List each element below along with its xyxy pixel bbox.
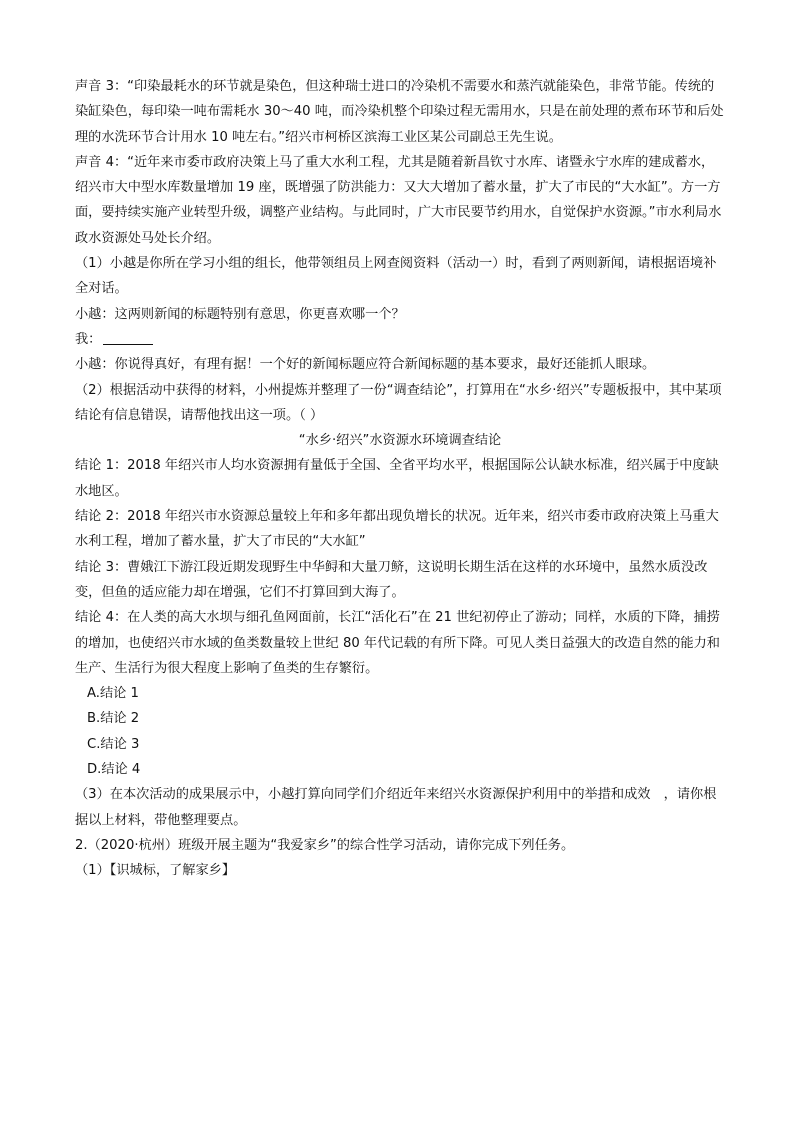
conclusion-4: 结论 4：在人类的高大水坝与细孔鱼网面前，长江“活化石”在 21 世纪初停止了游动；同样，水质的下降，捕捞的增加，也使绍兴市水域的鱼类数量较上世纪 80 年代记载的有所下降。可见人类日益强大的改造自然的能力和生产、生活行为很大程度上影响了鱼类的生存繁衍。 [75,610,720,676]
document-content [75,74,725,884]
option-c: C.结论 3 [87,736,140,752]
dialogue-me-label: 我： [75,331,102,347]
dialogue-me [75,327,725,352]
option-b: B.结论 2 [87,711,140,727]
conclusion-1: 结论 1：2018 年绍兴市人均水资源拥有量低于全国、全省平均水平，根据国际公认缺水标准，绍兴属于中度缺水地区。 [75,458,719,499]
question-1: （1）小越是你所在学习小组的组长，他带领组员上网查阅资料（活动一）时，看到了两则新闻，请根据语境补全对话。 [75,256,717,297]
item-2-heading: 2.（2020·杭州）班级开展主题为“我爱家乡”的综合性学习活动，请你完成下列任务。 [75,837,575,853]
option-a: A.结论 1 [87,686,139,702]
question-3: （3）在本次活动的成果展示中，小越打算向同学们介绍近年来绍兴水资源保护利用中的举措和成效 ，请你根据以上材料，带他整理要点。 [75,787,717,828]
question-2: （2）根据活动中获得的材料，小州提炼并整理了一份“调查结论”，打算用在“水乡·绍兴”专题板报中，其中某项结论有信息错误，请帮他找出这一项。（ ） [75,382,722,423]
conclusion-2: 结论 2：2018 年绍兴市水资源总量较上年和多年都出现负增长的状况。近年来，绍兴市委市政府决策上马重大水利工程，增加了蓄水量，扩大了市民的“大水缸” [75,509,719,550]
voice-3-paragraph: 声音 3：“印染最耗水的环节就是染色，但这种瑞士进口的冷染机不需要水和蒸汽就能染色，非常节能。传统的染缸染色，每印染一吨布需耗水 30～40 吨，而冷染机整个印染过程无需用水，只是在前处理的煮布环节和后处理的水洗环节合计用水 10 吨左右。”绍兴市柯桥区滨海工业区某公司副总王先生说。 [75,79,724,145]
conclusion-3: 结论 3：曹娥江下游江段近期发现野生中华鲟和大量刀鲚，这说明长期生活在这样的水环境中，虽然水质没改变，但鱼的适应能力却在增强，它们不打算回到大海了。 [75,559,708,600]
voice-4-paragraph: 声音 4：“近年来市委市政府决策上马了重大水利工程，尤其是随着新昌钦寸水库、诸暨永宁水库的建成蓄水，绍兴市大中型水库数量增加 19 座，既增强了防洪能力：又大大增加了蓄水量，扩大了市民的“大水缸”。方一方面，要持续实施产业转型升级，调整产业结构。与此同时，广大市民要节约用水，自觉保护水资源。”市水利局水政水资源处马处长介绍。 [75,154,722,246]
conclusion-title: “水乡·绍兴”水资源水环境调查结论 [298,433,502,449]
item-2-subtask-1: （1）【识城标，了解家乡】 [75,863,236,879]
answer-blank[interactable] [103,330,153,345]
dialogue-xiaoyue-1: 小越：这两则新闻的标题特别有意思，你更喜欢哪一个？ [75,306,405,322]
option-d: D.结论 4 [87,762,141,778]
dialogue-xiaoyue-2: 小越：你说得真好，有理有据！一个好的新闻标题应符合新闻标题的基本要求，最好还能抓人眼球。 [75,357,656,373]
